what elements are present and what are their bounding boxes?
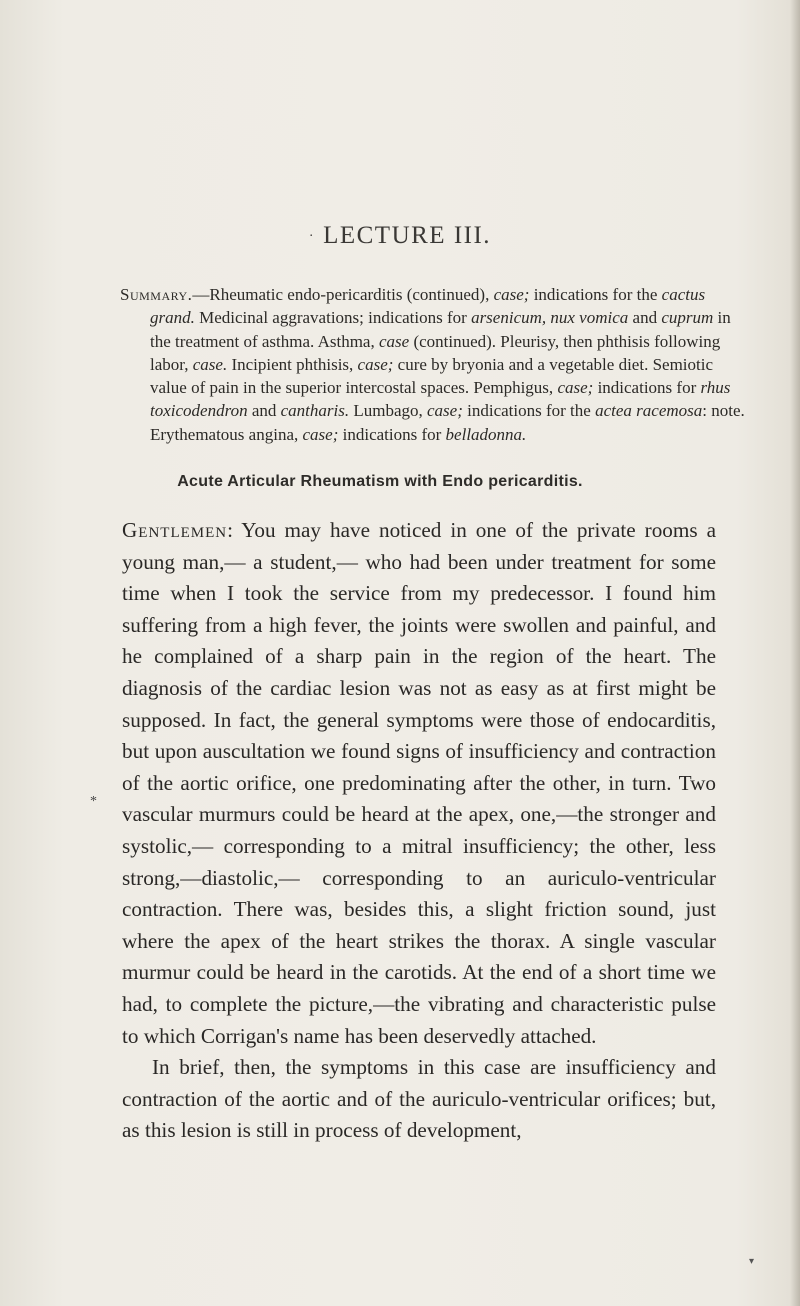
summary-part: case xyxy=(378,331,410,351)
summary-part: cure by bryonia and a vegetable diet. Semiotic value of pain in the superior intercostal spaces. Pemphigus, xyxy=(150,354,714,398)
summary-part: —Rheumatic endo-pericarditis (continued), xyxy=(192,285,494,304)
summary-part: actea racemosa xyxy=(595,401,703,421)
bottom-ink-mark: ▾ xyxy=(749,1256,755,1267)
summary-part: indications for the xyxy=(467,401,596,421)
summary-part: and xyxy=(247,401,281,421)
summary-part: case; xyxy=(357,354,398,374)
summary-part: case; xyxy=(493,285,534,304)
summary-part: cantharis. xyxy=(280,401,350,421)
summary-part: indications for xyxy=(342,424,446,444)
summary-part: cuprum xyxy=(661,308,714,328)
summary-part: Medicinal aggravations; indications for xyxy=(194,308,472,328)
summary-label: Summary. xyxy=(120,285,193,304)
body-paragraph-2: In brief, then, the symptoms in this case are insufficiency and contraction of the aortic and of the auriculo-ventricular orifices; but, as this lesion is still in process of development, xyxy=(122,1055,716,1143)
body-text xyxy=(122,515,716,1147)
margin-star-mark: * xyxy=(90,794,97,809)
summary-part: case; xyxy=(427,401,468,421)
summary-part: (continued). Pleurisy, then phthisis following labor, xyxy=(150,331,721,374)
lecture-title-text: LECTURE III. xyxy=(323,222,492,249)
summary-part: Lumbago, xyxy=(349,401,428,421)
summary-part: and xyxy=(628,308,662,328)
summary-part: belladonna. xyxy=(445,424,527,444)
summary-part: : note. Erythematous angina, xyxy=(150,401,745,444)
summary-part: case; xyxy=(557,378,598,398)
paragraph-1-text: : You may have noticed in one of the private rooms a young man,— a student,— who had been under treatment for some time when I took the service from my predecessor. I found him suffering from a high fever, the joints were swollen and painful, and he complained of a sharp pain in the region of the heart. The diagnosis of the cardiac lesion was not as easy as at first might be supposed. In fact, the general symptoms were those of endocarditis, but upon auscultation we found signs of insufficiency and contraction of the aortic orifice, one predominating after the other, in turn. Two vascular murmurs could be heard at the apex, one,—the stronger and systolic,— corresponding to a mitral insufficiency; the other, less strong,—diastolic,— corresponding to an auriculo-ventricular contraction. There was, besides this, a slight friction sound, just where the apex of the heart strikes the thorax. A single vascular murmur could be heard in the carotids. At the end of a short time we had, to complete the picture,—the vibrating and characteristic pulse to which Corrigan's name has been deservedly attached. xyxy=(122,518,716,1048)
summary-part: cactus grand. xyxy=(150,285,706,328)
summary-part: case. xyxy=(192,354,228,374)
summary-part: in the treatment of asthma. Asthma, xyxy=(150,308,731,351)
title-bullet: · xyxy=(308,229,316,245)
body-paragraph-1 xyxy=(122,515,716,1052)
section-heading: Acute Articular Rheumatism with Endo pericarditis. xyxy=(177,473,583,490)
summary-part: Incipient phthisis, xyxy=(227,354,358,374)
summary-part: case; xyxy=(302,424,343,444)
summary-part: indications for the xyxy=(533,285,662,304)
summary-paragraph xyxy=(120,283,750,446)
salutation: Gentlemen xyxy=(122,518,228,542)
lecture-title xyxy=(0,222,800,250)
summary-part: arsenicum, nux vomica xyxy=(471,308,629,328)
summary-part: indications for xyxy=(597,378,701,398)
page-edge-shadow xyxy=(790,0,800,1306)
summary-part: rhus toxicodendron xyxy=(150,378,731,421)
